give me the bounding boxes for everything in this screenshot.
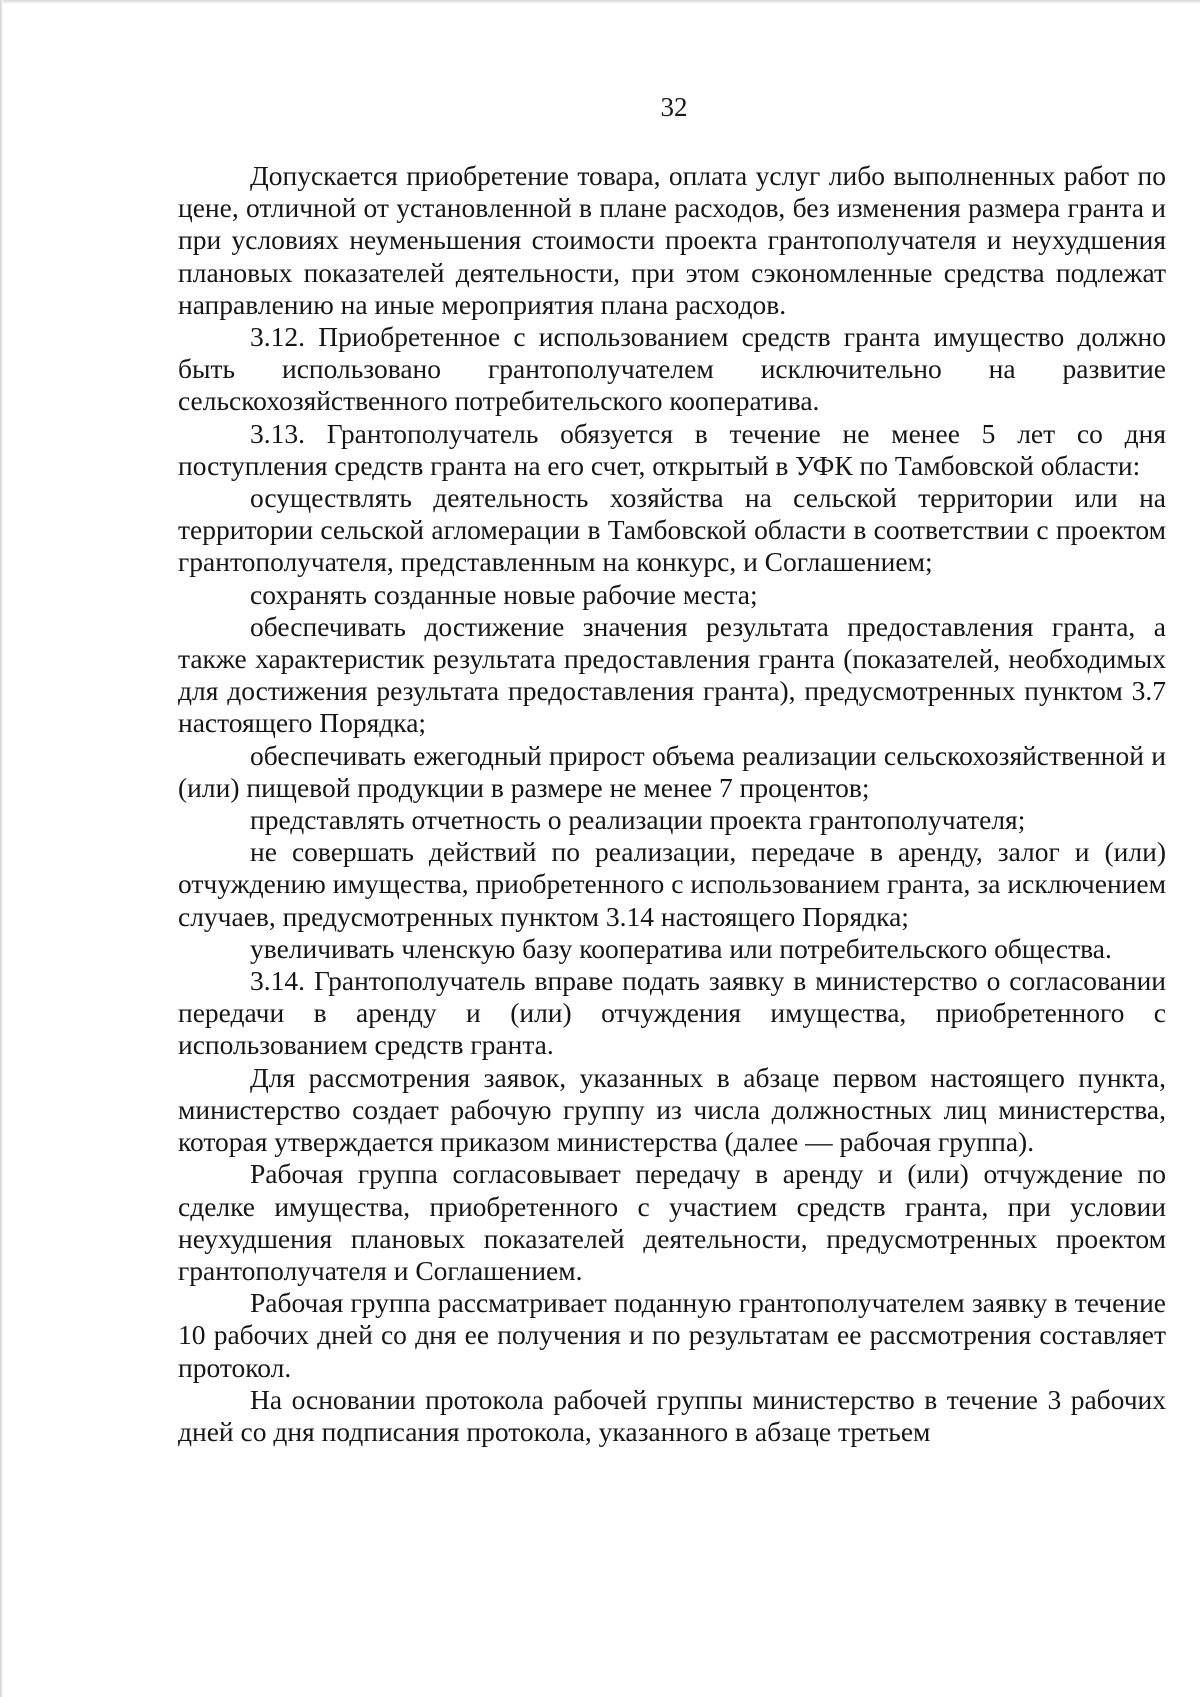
paragraph-ministry-decision: На основании протокола рабочей группы министерство в течение 3 рабочих дней со дня подписания протокола, указанного в абзаце третьем: [178, 1383, 1166, 1447]
paragraph-purchase-price: Допускается приобретение товара, оплата услуг либо выполненных работ по цене, отличной от установленной в плане расходов, без изменения размера гранта и при условиях неуменьшения стоимости проекта грантополучателя и неухудшения плановых показателей деятельности, при этом сэкономленные средства подлежат направлению на иные мероприятия плана расходов.: [178, 160, 1166, 320]
paragraph-3-12: 3.12. Приобретенное с использованием средств гранта имущество должно быть использовано грантополучателем исключительно на развитие сельскохозяйственного потребительского кооператива.: [178, 321, 1166, 417]
obligation-reporting: представлять отчетность о реализации проекта грантополучателя;: [250, 804, 1026, 836]
paragraph-working-group: Для рассмотрения заявок, указанных в абзаце первом настоящего пункта, министерство создает рабочую группу из числа должностных лиц министерства, которая утверждается приказом министерства (далее — рабочая группа).: [178, 1061, 1166, 1158]
obligation-growth: обеспечивать ежегодный прирост объема реализации сельскохозяйственной и (или) пищевой продукции в размере не менее 7 процентов;: [178, 739, 1166, 803]
obligation-jobs: сохранять созданные новые рабочие места;: [250, 578, 758, 610]
obligation-activity: осуществлять деятельность хозяйства на сельской территории или на территории сельской агломерации в Тамбовской области в соответствии с проектом грантополучателя, представленным на конкурс, и Соглашением;: [178, 482, 1166, 578]
scan-edge-top: [0, 0, 1200, 4]
scan-edge-left: [0, 0, 3, 1697]
page-number: 32: [660, 92, 688, 122]
paragraph-group-review: Рабочая группа рассматривает поданную грантополучателем заявку в течение 10 рабочих дней со дня ее получения и по результатам ее рассмотрения составляет протокол.: [178, 1287, 1166, 1383]
paragraph-3-14: 3.14. Грантополучатель вправе подать заявку в министерство о согласовании передачи в аренду и (или) отчуждения имущества, приобретенного с использованием средств гранта.: [178, 965, 1166, 1061]
paragraph-group-approval: Рабочая группа согласовывает передачу в аренду и (или) отчуждение по сделке имущества, приобретенного с участием средств гранта, при условии неухудшения плановых показателей деятельности, предусмотренных проектом грантополучателя и Соглашением.: [178, 1158, 1166, 1286]
obligation-no-alienation: не совершать действий по реализации, передаче в аренду, залог и (или) отчуждению имущества, приобретенного с использованием гранта, за исключением случаев, предусмотренных пунктом 3.14 настоящего Порядка;: [178, 836, 1166, 932]
obligation-result: обеспечивать достижение значения результата предоставления гранта, а также характеристик результата предоставления гранта (показателей, необходимых для достижения результата предоставления гранта), предусмотренных пунктом 3.7 настоящего Порядка;: [178, 610, 1166, 739]
paragraph-3-13: 3.13. Грантополучатель обязуется в течение не менее 5 лет со дня поступления средств гранта на его счет, открытый в УФК по Тамбовской области:: [178, 417, 1166, 481]
obligation-membership: увеличивать членскую базу кооператива или потребительского общества.: [250, 932, 1112, 964]
document-body: [178, 160, 1166, 1448]
